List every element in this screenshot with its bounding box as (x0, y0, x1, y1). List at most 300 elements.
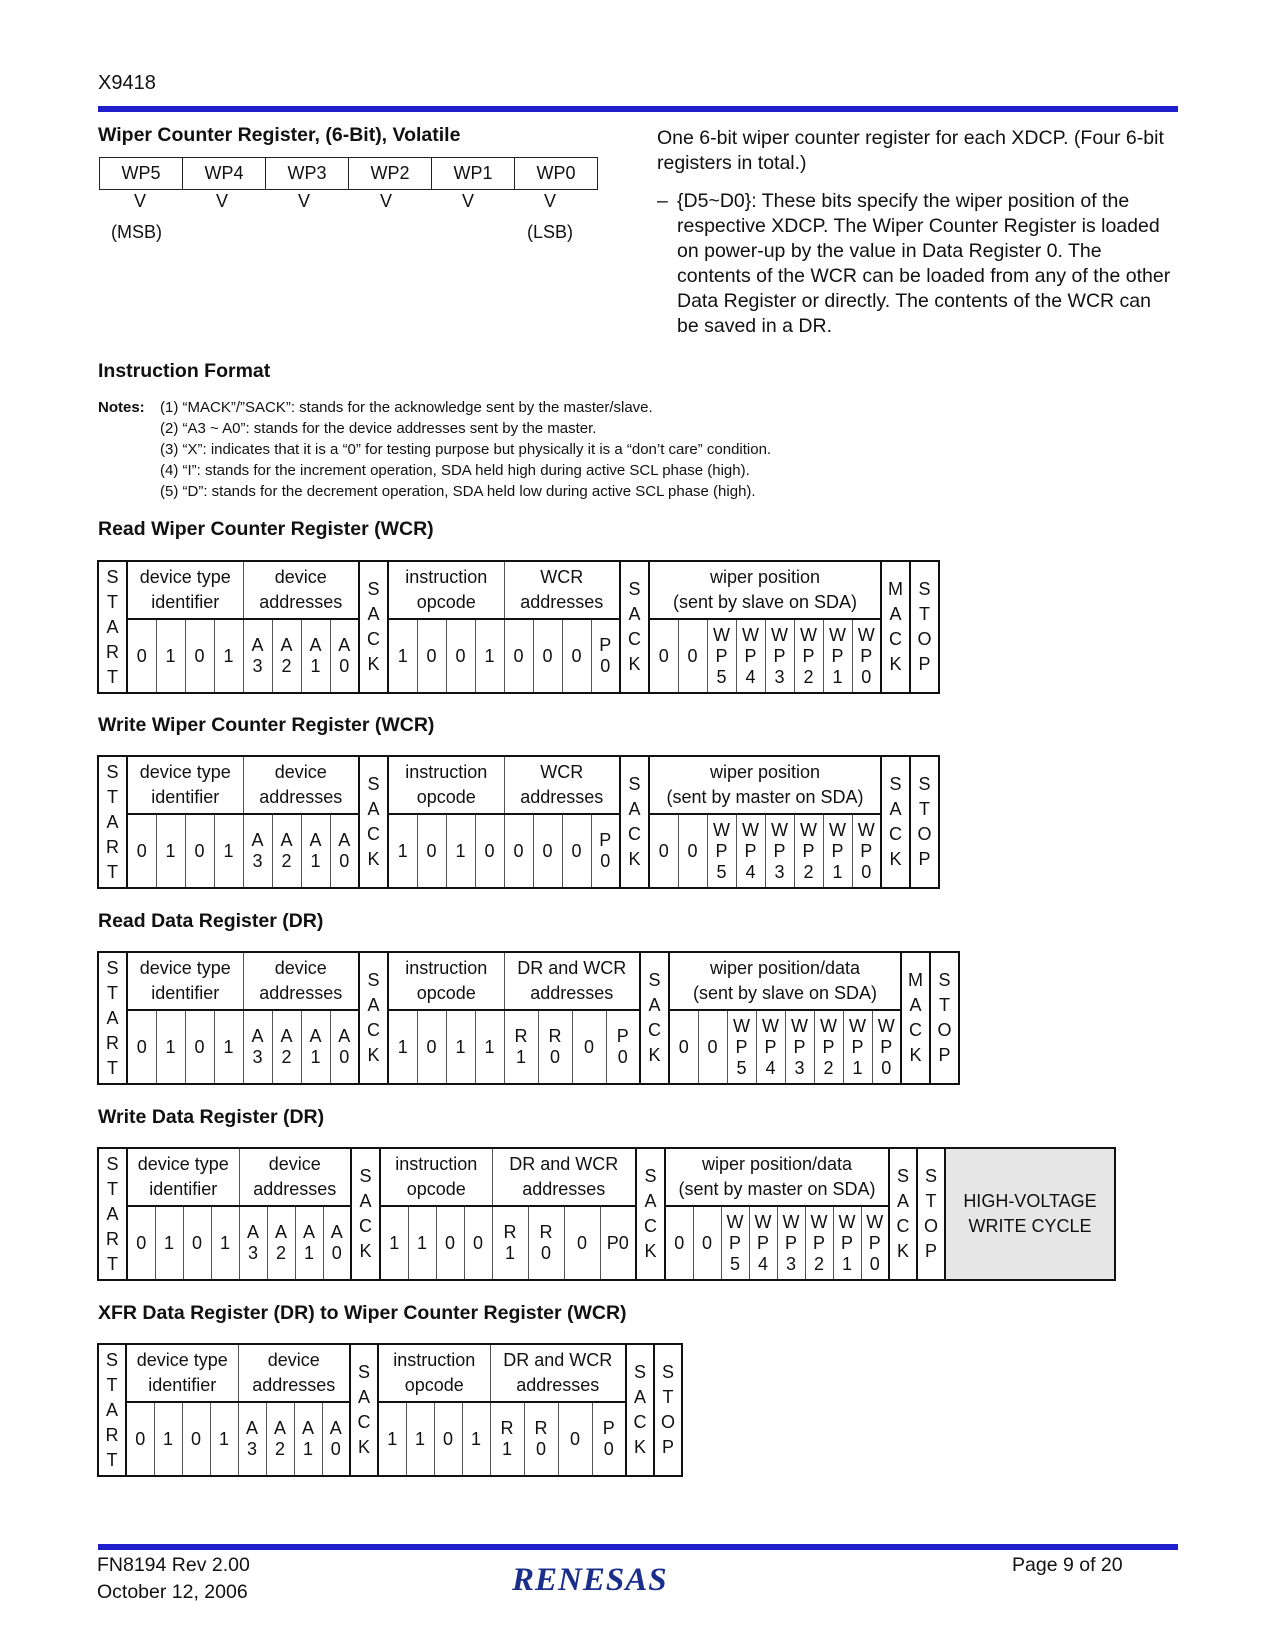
header-line: WCR (540, 567, 584, 587)
opcode-bit-cell: 1 (378, 1402, 406, 1476)
header-line: wiper position/data (709, 958, 861, 978)
bit-cell: 0 (126, 1402, 154, 1476)
instruction-opcode-header (378, 1344, 490, 1402)
write-wcr-title: Write Wiper Counter Register (WCR) (98, 714, 435, 736)
start-letter: S (106, 957, 119, 978)
bit-cell: 0 (185, 814, 214, 888)
wiper-position-header (649, 756, 881, 814)
bit-char: 5 (716, 861, 727, 882)
r1-cell (492, 1206, 528, 1280)
header-line: opcode (416, 983, 476, 1003)
instruction-opcode-header (388, 952, 504, 1010)
sack-letter: S (367, 579, 380, 599)
header-line: identifier (148, 1375, 217, 1395)
sack-letter: A (889, 799, 902, 819)
addr-bit-cell (330, 1010, 359, 1084)
p0-cell (592, 1402, 626, 1476)
bit-char: P (880, 1036, 893, 1057)
bit-char: P (812, 1232, 825, 1253)
start-letter: T (107, 1178, 118, 1199)
bit-char: R (503, 1222, 517, 1242)
sack-letter: C (628, 824, 641, 844)
sack-letter: C (633, 1412, 647, 1432)
bit-char: 4 (757, 1253, 768, 1274)
notes-label: Notes: (98, 399, 145, 416)
sack-letter: S (633, 1362, 646, 1382)
bit-cell: 1 (214, 619, 243, 693)
bit-char: W (877, 1015, 895, 1036)
bit-char: P (851, 1036, 864, 1057)
bit-char: R (539, 1222, 553, 1242)
opcode-bit-cell: 0 (417, 619, 446, 693)
bit-cell: 1 (154, 1402, 182, 1476)
header-line: addresses (516, 1375, 600, 1395)
bit-char: A (246, 1222, 259, 1242)
header-line: WCR (540, 762, 584, 782)
msb-label: (MSB) (111, 222, 162, 242)
opcode-bit-cell: 1 (388, 814, 417, 888)
opcode-bit-cell: 1 (475, 619, 504, 693)
bit-char: W (829, 624, 846, 645)
register-addresses-header (504, 952, 640, 1010)
sack-letter: C (367, 824, 380, 844)
bit-char: 2 (275, 1243, 286, 1263)
bit-char: P (715, 840, 728, 861)
header-line: addresses (520, 592, 604, 612)
sack-letter: S (644, 1166, 657, 1186)
reg-bit-cell: 0 (562, 619, 591, 693)
bit-char: 4 (745, 861, 756, 882)
sack-cell (881, 756, 910, 888)
header-line: identifier (151, 592, 220, 612)
reg-bit-cell: 0 (562, 814, 591, 888)
stop-cell (910, 756, 939, 888)
bit-char: 5 (716, 666, 727, 687)
device-type-header (127, 756, 243, 814)
bit-char: 2 (803, 666, 814, 687)
bit-char: P (840, 1232, 853, 1253)
bit-char: 1 (501, 1439, 512, 1459)
wp-bit-cell (794, 814, 823, 888)
header-line: identifier (151, 983, 220, 1003)
sack-letter: K (367, 849, 380, 869)
bit-char: P (764, 1036, 777, 1057)
sack-cell (359, 756, 388, 888)
bit-char: A (338, 1026, 351, 1046)
start-letter: T (107, 1057, 118, 1078)
bit-cell: 0 (183, 1206, 211, 1280)
start-letter: T (107, 666, 118, 687)
bit-cell: 0 (127, 1206, 155, 1280)
bit-char: 2 (281, 1047, 292, 1067)
wp-bit-cell (843, 1010, 872, 1084)
sack-letter: S (889, 774, 902, 794)
bit-char: 1 (303, 1243, 314, 1263)
read-dr-title: Read Data Register (DR) (98, 910, 324, 932)
volatile-flag: V (380, 191, 393, 211)
bit-wp1: WP1 (432, 158, 515, 190)
opcode-bit-cell: 0 (417, 1010, 446, 1084)
stop-letter: P (924, 1241, 937, 1261)
bit-wp0: WP0 (515, 158, 598, 190)
bit-char: 2 (813, 1253, 824, 1274)
bit-char: 0 (540, 1243, 551, 1263)
header-line: opcode (404, 1375, 464, 1395)
sack-letter: A (628, 799, 641, 819)
bit-wp5: WP5 (100, 158, 183, 190)
wcr-description-intro: One 6-bit wiper counter register for each XDCP. (Four 6-bit registers in total.) (657, 127, 1164, 174)
bit-char: 5 (729, 1253, 740, 1274)
addr-bit-cell (301, 814, 330, 888)
r0-cell (538, 1010, 572, 1084)
bit-char: W (791, 1015, 808, 1036)
bit-char: 0 (603, 1439, 614, 1459)
header-line: addresses (253, 1179, 337, 1199)
bit-cell: 0 (185, 619, 214, 693)
start-letter: A (106, 1007, 119, 1028)
bit-char: W (857, 624, 875, 645)
wp-bit-cell (765, 619, 794, 693)
bit-char: 0 (600, 851, 611, 871)
wp-bit-cell (756, 1010, 785, 1084)
bit-char: W (742, 819, 759, 840)
bit-char: W (810, 1211, 828, 1232)
register-addresses-header (490, 1344, 626, 1402)
opcode-bit-cell: 1 (446, 1010, 475, 1084)
bit-char: R (514, 1026, 528, 1046)
r1-cell (504, 1010, 538, 1084)
header-line: device (274, 762, 327, 782)
hv-line: HIGH-VOLTAGE (963, 1191, 1097, 1211)
bit-char: P (744, 840, 757, 861)
header-line: device (274, 567, 327, 587)
bit-char: W (866, 1211, 884, 1232)
pad-bit-cell: 0 (649, 619, 678, 693)
bit-char: A (330, 1222, 343, 1242)
sack-cell (889, 1148, 917, 1280)
start-letter: A (106, 811, 119, 832)
pad-bit-cell: 0 (665, 1206, 693, 1280)
bit-char: 4 (765, 1057, 776, 1078)
opcode-bit-cell: 1 (380, 1206, 408, 1280)
bit-char: W (800, 624, 817, 645)
addr-bit-cell (239, 1206, 267, 1280)
note-item: (5) “D”: stands for the decrement operation, SDA held low during active SCL phase (high). (160, 483, 756, 500)
header-line: instruction (405, 958, 488, 978)
bit-char: R (534, 1418, 548, 1438)
opcode-bit-cell: 0 (446, 619, 475, 693)
bit-char: P (802, 840, 815, 861)
bit-char: 0 (339, 851, 350, 871)
bit-char: 3 (246, 1439, 257, 1459)
wp-bit-cell (852, 814, 881, 888)
stop-letter: T (919, 604, 930, 624)
addr-bit-cell (323, 1206, 351, 1280)
header-line: identifier (151, 787, 220, 807)
wp-bit-cell (814, 1010, 843, 1084)
bit-char: P (715, 645, 728, 666)
start-cell (98, 1148, 127, 1280)
bit-char: 2 (803, 861, 814, 882)
stop-letter: O (937, 1020, 952, 1040)
bit-cell: 1 (210, 1402, 238, 1476)
header-line: device type (136, 1350, 228, 1370)
bit-cell: 1 (214, 814, 243, 888)
bit-char: 1 (832, 666, 843, 687)
header-line: DR and WCR (517, 958, 627, 978)
header-line: DR and WCR (503, 1350, 613, 1370)
header-line: addresses (252, 1375, 336, 1395)
stop-cell (917, 1148, 945, 1280)
note-item: (4) “I”: stands for the increment operation, SDA held high during active SCL phase (high). (160, 462, 750, 479)
footer-date: October 12, 2006 (97, 1581, 248, 1603)
bit-cell: 1 (214, 1010, 243, 1084)
stop-letter: T (925, 1191, 937, 1211)
stop-cell (654, 1344, 682, 1476)
start-letter: T (106, 1449, 118, 1470)
addr-bit-cell (322, 1402, 350, 1476)
start-letter: R (105, 1424, 119, 1445)
sack-cell (359, 952, 388, 1084)
stop-letter: S (924, 1166, 937, 1186)
header-line: device (267, 1350, 320, 1370)
pad-bit-cell: 0 (698, 1010, 727, 1084)
device-addresses-header (243, 561, 359, 619)
bit-char: R (548, 1026, 562, 1046)
xfr-dr-title: XFR Data Register (DR) to Wiper Counter Register (WCR) (98, 1302, 627, 1324)
sack-letter: A (648, 995, 661, 1015)
note-item: (1) “MACK”/”SACK”: stands for the acknowledge sent by the master/slave. (160, 399, 653, 416)
bit-char: W (829, 819, 846, 840)
wiper-position-data-header (665, 1148, 889, 1206)
bit-char: W (857, 819, 875, 840)
sack-letter: S (367, 970, 380, 990)
bit-char: W (800, 819, 817, 840)
register-addresses-header (492, 1148, 636, 1206)
bit-char: 0 (339, 656, 350, 676)
bit-char: A (274, 1222, 287, 1242)
bit-char: P (773, 840, 786, 861)
start-letter: S (106, 1153, 119, 1174)
bit-char: W (771, 819, 788, 840)
bit-char: P (602, 1418, 615, 1438)
document-id: X9418 (98, 72, 156, 94)
header-line: instruction (393, 1350, 476, 1370)
renesas-logo: RENESAS (512, 1562, 668, 1598)
stop-letter: T (939, 995, 950, 1015)
sack-letter: K (628, 849, 641, 869)
header-line: addresses (259, 983, 343, 1003)
wiper-position-header (649, 561, 881, 619)
start-letter: S (105, 1349, 118, 1370)
stop-letter: P (661, 1437, 674, 1457)
start-cell (98, 756, 127, 888)
header-line: instruction (405, 762, 488, 782)
bit-char: 2 (281, 656, 292, 676)
stop-letter: T (662, 1387, 674, 1407)
start-letter: A (106, 1203, 119, 1224)
bit-char: 0 (881, 1057, 892, 1078)
bit-char: P (773, 645, 786, 666)
header-line: device type (139, 567, 231, 587)
stop-letter: O (923, 1216, 938, 1236)
stop-letter: S (918, 774, 931, 794)
stop-letter: O (660, 1412, 675, 1432)
sack-letter: K (367, 654, 380, 674)
wp-bit-cell (736, 814, 765, 888)
bit-char: P (728, 1232, 741, 1253)
sack-letter: K (896, 1241, 909, 1261)
bit-cell: 1 (156, 1010, 185, 1084)
device-type-header (126, 1344, 238, 1402)
sack-letter: K (359, 1241, 372, 1261)
header-line: identifier (149, 1179, 218, 1199)
addr-bit-cell (243, 619, 272, 693)
sack-letter: S (896, 1166, 909, 1186)
bit-char: A (273, 1418, 286, 1438)
stop-cell (910, 561, 939, 693)
bit-char: 3 (252, 656, 263, 676)
header-line: wiper position (709, 567, 821, 587)
header-line: opcode (416, 787, 476, 807)
bit-char: A (251, 635, 264, 655)
bit-char: P (735, 1036, 748, 1057)
bit-char: W (782, 1211, 800, 1232)
sack-letter: K (628, 654, 641, 674)
wp-bit-cell (805, 1206, 833, 1280)
wp-bit-cell (823, 814, 852, 888)
bit-char: 1 (832, 861, 843, 882)
sack-letter: S (359, 1166, 372, 1186)
high-voltage-write-cycle (945, 1148, 1115, 1280)
mack-letter: A (889, 604, 902, 624)
sack-letter: S (628, 579, 641, 599)
bit-char: W (838, 1211, 856, 1232)
wp-bit-cell (852, 619, 881, 693)
bit-char: P (793, 1036, 806, 1057)
wiper-position-data-header (669, 952, 901, 1010)
write-dr-table (97, 1147, 1116, 1281)
bit-cell: 1 (211, 1206, 239, 1280)
bullet-text: {D5~D0}: These bits specify the wiper position of the respective XDCP. The Wiper Counter Register is loaded on power-up by the value in Data Register 0. The contents of the WCR can be loaded from any of the other Data Register or directly. The contents of the WCR can be saved in a DR. (677, 190, 1171, 337)
bullet-dash: – (657, 190, 668, 212)
opcode-bit-cell: 0 (417, 814, 446, 888)
addr-bit-cell (272, 619, 301, 693)
pad-bit-cell: 0 (678, 619, 707, 693)
start-cell (98, 952, 127, 1084)
sack-cell (636, 1148, 665, 1280)
bit-char: 3 (794, 1057, 805, 1078)
stop-letter: P (918, 654, 931, 674)
reg-bit-cell: 0 (558, 1402, 592, 1476)
p0-cell: P0 (600, 1206, 636, 1280)
reg-bit-cell: 0 (533, 619, 562, 693)
bit-char: A (280, 635, 293, 655)
sack-cell (620, 756, 649, 888)
instruction-opcode-header (388, 756, 504, 814)
bit-char: 3 (774, 666, 785, 687)
header-line: device type (139, 958, 231, 978)
stop-letter: P (938, 1045, 951, 1065)
bit-char: 3 (785, 1253, 796, 1274)
start-letter: R (106, 836, 119, 857)
bit-char: 2 (281, 851, 292, 871)
bit-char: 1 (841, 1253, 852, 1274)
opcode-bit-cell: 1 (388, 619, 417, 693)
bit-char: 3 (252, 851, 263, 871)
header-line: device type (137, 1154, 229, 1174)
reg-bit-cell: 0 (504, 619, 533, 693)
wp-bit-cell (765, 814, 794, 888)
sack-letter: S (628, 774, 641, 794)
footer-rule (98, 1544, 1178, 1550)
bit-char: 1 (504, 1243, 515, 1263)
stop-letter: O (917, 824, 932, 844)
header-line: wiper position/data (701, 1154, 853, 1174)
bit-char: A (280, 1026, 293, 1046)
sack-letter: K (633, 1437, 646, 1457)
addr-bit-cell (272, 814, 301, 888)
bit-char: P (599, 830, 612, 850)
instruction-format-title: Instruction Format (98, 360, 271, 382)
device-addresses-header (238, 1344, 350, 1402)
bit-cell: 0 (127, 814, 156, 888)
volatile-flag: V (544, 191, 557, 211)
bit-char: P (822, 1036, 835, 1057)
bit-char: 1 (310, 1047, 321, 1067)
wp-bit-cell (785, 1010, 814, 1084)
bit-char: A (301, 1418, 314, 1438)
sack-cell (359, 561, 388, 693)
start-letter: T (107, 786, 118, 807)
read-dr-table (97, 951, 960, 1085)
sack-letter: C (367, 1020, 380, 1040)
bit-char: W (713, 624, 730, 645)
bit-char: A (338, 635, 351, 655)
opcode-bit-cell: 0 (475, 814, 504, 888)
header-line: device (268, 1154, 321, 1174)
device-addresses-header (239, 1148, 351, 1206)
mack-letter: M (888, 579, 903, 599)
bit-char: W (733, 1015, 750, 1036)
addr-bit-cell (294, 1402, 322, 1476)
bit-char: 0 (861, 861, 872, 882)
p0-cell (591, 619, 620, 693)
opcode-bit-cell: 0 (434, 1402, 462, 1476)
wp-bit-cell (749, 1206, 777, 1280)
bit-char: 0 (535, 1439, 546, 1459)
addr-bit-cell (330, 619, 359, 693)
bit-char: W (726, 1211, 744, 1232)
bit-char: 5 (736, 1057, 747, 1078)
sack-letter: K (889, 849, 902, 869)
sack-letter: A (367, 799, 380, 819)
header-line: device (274, 958, 327, 978)
sack-letter: C (896, 1216, 910, 1236)
sack-letter: A (367, 995, 380, 1015)
opcode-bit-cell: 1 (406, 1402, 434, 1476)
wp-bit-cell (872, 1010, 901, 1084)
bit-char: 1 (515, 1047, 526, 1067)
header-rule (98, 106, 1178, 112)
bit-char: A (251, 1026, 264, 1046)
mack-cell (881, 561, 910, 693)
footer-page-number: Page 9 of 20 (1012, 1554, 1123, 1576)
bit-wp2: WP2 (349, 158, 432, 190)
r0-cell (528, 1206, 564, 1280)
bit-wp4: WP4 (183, 158, 266, 190)
header-line: (sent by master on SDA) (666, 787, 864, 807)
